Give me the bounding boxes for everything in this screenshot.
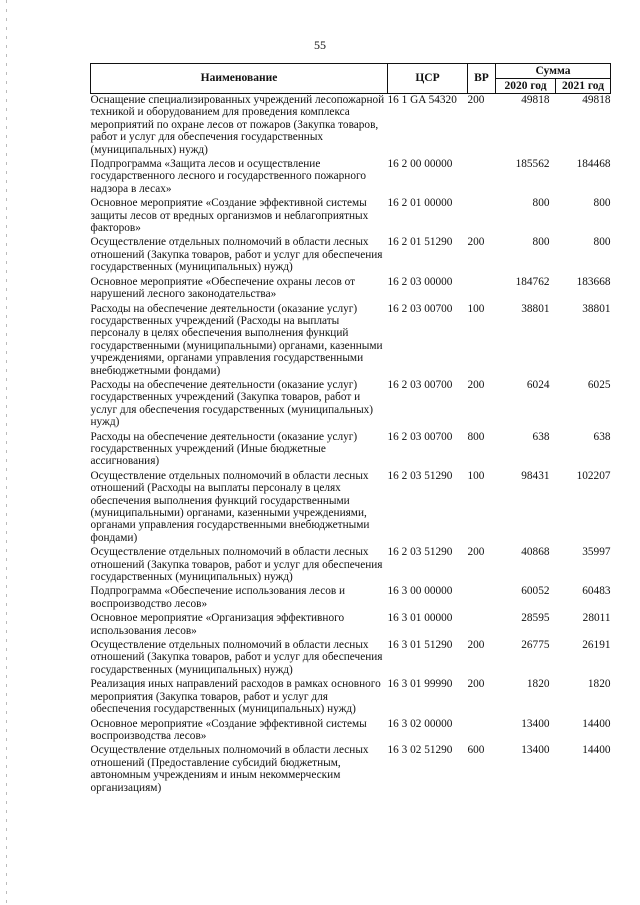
row-sum-2021: 638 [593,430,611,443]
row-code: 16 2 03 00700 [387,430,453,443]
row-code: 16 2 03 51290 [387,469,453,482]
row-sum-2021: 800 [593,197,611,210]
table-row [91,585,611,612]
row-sum-2021: 60483 [582,585,611,598]
row-code: 16 2 00 00000 [387,158,453,171]
page-number: 55 [314,38,326,52]
row-vr [468,612,496,639]
row-sum-2021: 26191 [582,639,611,652]
table-row [91,678,611,717]
row-vr [468,276,496,303]
row-sum-2020: 184762 [515,275,550,288]
row-vr: 600 [467,744,485,757]
table-row [91,94,611,159]
row-sum-2020: 638 [532,430,550,443]
row-name: Осуществление отдельных полномочий в области лесных отношений (Закупка товаров, работ и услуг для обеспечения государственных (муниципальных) нужд) [90,236,383,274]
header-year-2021: 2021 год [556,79,611,94]
row-vr [468,197,496,236]
row-name: Основное мероприятие «Создание эффективной системы защиты лесов от вредных организмов и неблагоприятных факторов» [90,197,369,235]
row-sum-2021: 800 [593,236,611,249]
header-year-2020: 2020 год [496,79,556,94]
row-sum-2020: 185562 [515,158,550,171]
table-row [91,718,611,745]
row-vr: 200 [467,678,485,691]
row-name: Подпрограмма «Обеспечение использования лесов и воспроизводство лесов» [90,585,346,610]
row-code: 16 3 02 00000 [387,717,453,730]
row-vr [468,718,496,745]
row-vr [468,585,496,612]
scan-edge-mark [6,0,7,905]
row-sum-2020: 40868 [521,546,550,559]
table-row [91,612,611,639]
row-code: 16 1 GA 54320 [387,94,457,106]
row-sum-2020: 13400 [521,717,550,730]
row-name: Осуществление отдельных полномочий в области лесных отношений (Закупка товаров, работ и услуг для обеспечения государственных (муниципальных) нужд) [90,546,383,584]
row-name: Основное мероприятие «Создание эффективной системы воспроизводства лесов» [90,717,367,742]
row-vr: 100 [467,469,485,482]
row-sum-2020: 1820 [526,678,550,691]
row-code: 16 3 01 51290 [387,639,453,652]
row-sum-2021: 38801 [582,302,611,315]
row-vr: 800 [467,430,485,443]
row-sum-2020: 800 [532,197,550,210]
row-sum-2020: 60052 [521,585,550,598]
row-sum-2021: 184468 [576,158,611,171]
row-name: Расходы на обеспечение деятельности (оказание услуг) государственных учреждений (Иные бюджетные ассигнования) [90,430,358,468]
row-vr: 200 [467,639,485,652]
header-code: ЦСР [388,64,468,94]
row-sum-2020: 13400 [521,744,550,757]
row-code: 16 3 01 00000 [387,612,453,625]
row-sum-2021: 14400 [582,744,611,757]
row-vr: 100 [467,302,485,315]
table-row [91,639,611,678]
row-code: 16 2 03 00000 [387,275,453,288]
table-row [91,379,611,431]
row-vr: 200 [467,236,485,249]
row-name: Основное мероприятие «Обеспечение охраны лесов от нарушений лесного законодательства» [90,275,356,301]
row-sum-2020: 26775 [521,639,550,652]
row-vr: 200 [467,378,485,391]
header-name: Наименование [91,64,388,94]
row-sum-2021: 35997 [582,546,611,559]
row-code: 16 3 00 00000 [387,585,453,598]
table-body [91,94,611,796]
row-name: Основное мероприятие «Организация эффективного использования лесов» [90,612,345,637]
row-name: Расходы на обеспечение деятельности (оказание услуг) государственных учреждений (Расходы на выплаты персоналу в целях обеспечения выполнения функций государственными (муниципальными) органами, казенными учреждениями, органами управления государственными внебюджетными фондами) [90,302,383,377]
row-name: Осуществление отдельных полномочий в области лесных отношений (Закупка товаров, работ и услуг для обеспечения государственных (муниципальных) нужд) [90,639,383,676]
table-row [91,158,611,197]
row-code: 16 3 02 51290 [387,744,453,757]
row-code: 16 2 01 51290 [387,236,453,249]
row-sum-2020: 6024 [526,378,550,391]
table-row [91,744,611,796]
row-sum-2021: 49818 [582,94,611,106]
row-sum-2020: 49818 [521,94,550,106]
row-sum-2021: 1820 [587,678,611,691]
row-name: Реализация иных направлений расходов в рамках основного мероприятия (Закупка товаров, работ и услуг для обеспечения государственных (муниципальных) нужд) [90,678,381,716]
row-code: 16 2 01 00000 [387,197,453,210]
row-code: 16 2 03 00700 [387,378,453,391]
row-sum-2021: 183668 [576,275,611,288]
row-vr: 200 [467,546,485,559]
row-name: Оснащение специализированных учреждений лесопожарной техникой и оборудованием для проведения комплекса мероприятий по охране лесов от пожаров (Закупка товаров, работ и услуг для обеспечения государственных (муниципальных) нужд) [90,94,385,156]
budget-table [90,63,611,796]
row-code: 16 2 03 51290 [387,546,453,559]
row-sum-2020: 38801 [521,302,550,315]
row-name: Расходы на обеспечение деятельности (оказание услуг) государственных учреждений (Закупка товаров, работ и услуг для обеспечения государственных (муниципальных) нужд) [90,378,374,429]
row-name: Осуществление отдельных полномочий в области лесных отношений (Предоставление субсидий бюджетным, автономным учреждениям и иным некоммерческим организациям) [90,744,369,794]
row-sum-2020: 28595 [521,612,550,625]
table-row [91,470,611,546]
row-sum-2021: 102207 [576,469,611,482]
table-row [91,276,611,303]
row-sum-2021: 6025 [587,378,611,391]
table-row [91,546,611,585]
row-sum-2020: 98431 [521,469,550,482]
header-vr: ВР [468,64,496,94]
row-sum-2021: 14400 [582,717,611,730]
table-row [91,197,611,236]
row-sum-2020: 800 [532,236,550,249]
row-vr: 200 [467,94,485,106]
table-row [91,431,611,470]
table-header [91,64,611,94]
table-row [91,236,611,275]
row-code: 16 2 03 00700 [387,302,453,315]
row-sum-2021: 28011 [582,612,611,625]
header-sum: Сумма [496,64,611,79]
row-vr [468,158,496,197]
row-name: Подпрограмма «Защита лесов и осуществление государственного лесного и государственного пожарного надзора в лесах» [90,158,366,195]
row-name: Осуществление отдельных полномочий в области лесных отношений (Расходы на выплаты персоналу в целях обеспечения выполнения функций государственными (муниципальными) органами, казенными учреждениями, органами управления государственными внебюджетными фондами) [90,469,370,544]
table-row [91,303,611,379]
row-code: 16 3 01 99990 [387,678,453,691]
